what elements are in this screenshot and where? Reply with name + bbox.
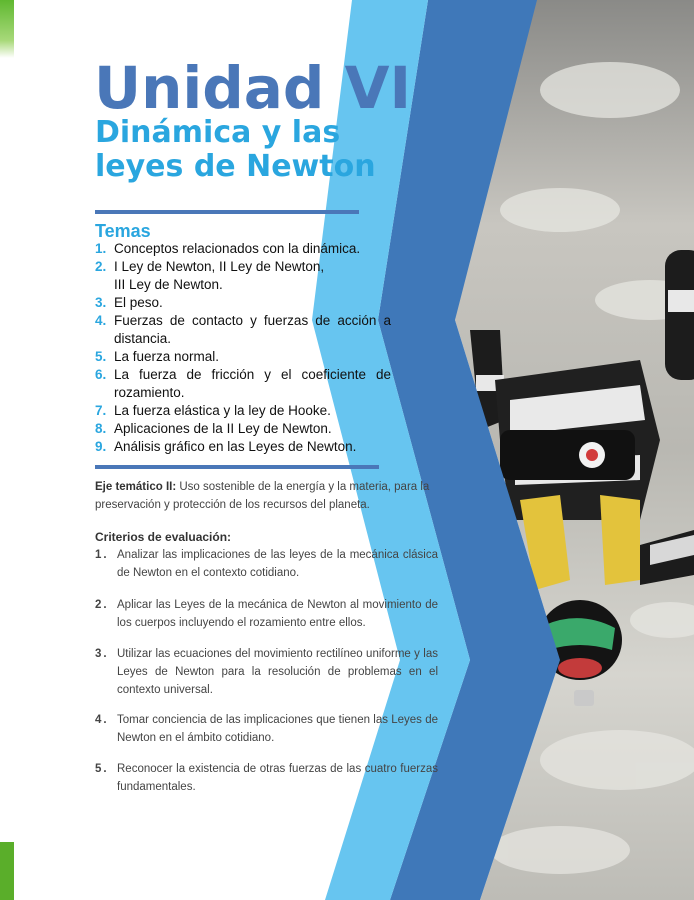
eje-tematico	[95, 478, 435, 514]
eje-label: Eje temático II:	[95, 481, 177, 493]
criterios-heading: Criterios de evaluación:	[95, 530, 232, 544]
green-edge-tab-top	[0, 0, 14, 58]
subtitle-line-2: leyes de Newton	[95, 149, 376, 184]
unit-subtitle	[95, 116, 395, 184]
list-item: 2. I Ley de Newton, II Ley de Newton, III Ley de Newton.	[95, 259, 325, 292]
criterio-item: 5. Reconocer la existencia de otras fuerzas de las cuatro fuerzas fundamentales.	[95, 763, 438, 793]
temas-heading: Temas	[95, 221, 151, 241]
list-item: 8. Aplicaciones de la II Ley de Newton.	[95, 421, 332, 436]
temas-list	[95, 240, 391, 456]
list-item: 5. La fuerza normal.	[95, 349, 220, 364]
list-item: 1. Conceptos relacionados con la dinámica.	[95, 241, 361, 256]
list-item: 9. Análisis gráfico en las Leyes de Newton.	[95, 439, 357, 454]
unit-title: Unidad VI	[94, 54, 412, 122]
green-edge-tab-bottom	[0, 842, 14, 900]
criterio-item: 2. Aplicar las Leyes de la mecánica de Newton al movimiento de los cuerpos incluyendo el rozamiento entre ellos.	[95, 599, 438, 629]
list-item: 6. La fuerza de fricción y el coeficiente de rozamiento.	[95, 367, 391, 400]
eje-text: Uso sostenible de la energía y la materia, para la preservación y protección de los recursos del planeta.	[95, 481, 430, 511]
list-item: 3. El peso.	[95, 295, 163, 310]
subtitle-line-1: Dinámica y las	[95, 115, 341, 150]
list-item: 7. La fuerza elástica y la ley de Hooke.	[95, 403, 331, 418]
divider-rule	[95, 465, 379, 469]
list-item: 4. Fuerzas de contacto y fuerzas de acción a distancia.	[95, 313, 391, 346]
criterio-item: 3. Utilizar las ecuaciones del movimiento rectilíneo uniforme y las Leyes de Newton para la resolución de problemas en el contexto universal.	[95, 648, 438, 696]
divider-rule	[95, 210, 359, 214]
criterio-item: 4. Tomar conciencia de las implicaciones que tienen las Leyes de Newton en el ámbito cotidiano.	[95, 714, 438, 744]
criterio-item: 1. Analizar las implicaciones de las leyes de la mecánica clásica de Newton en el contexto cotidiano.	[95, 549, 438, 579]
